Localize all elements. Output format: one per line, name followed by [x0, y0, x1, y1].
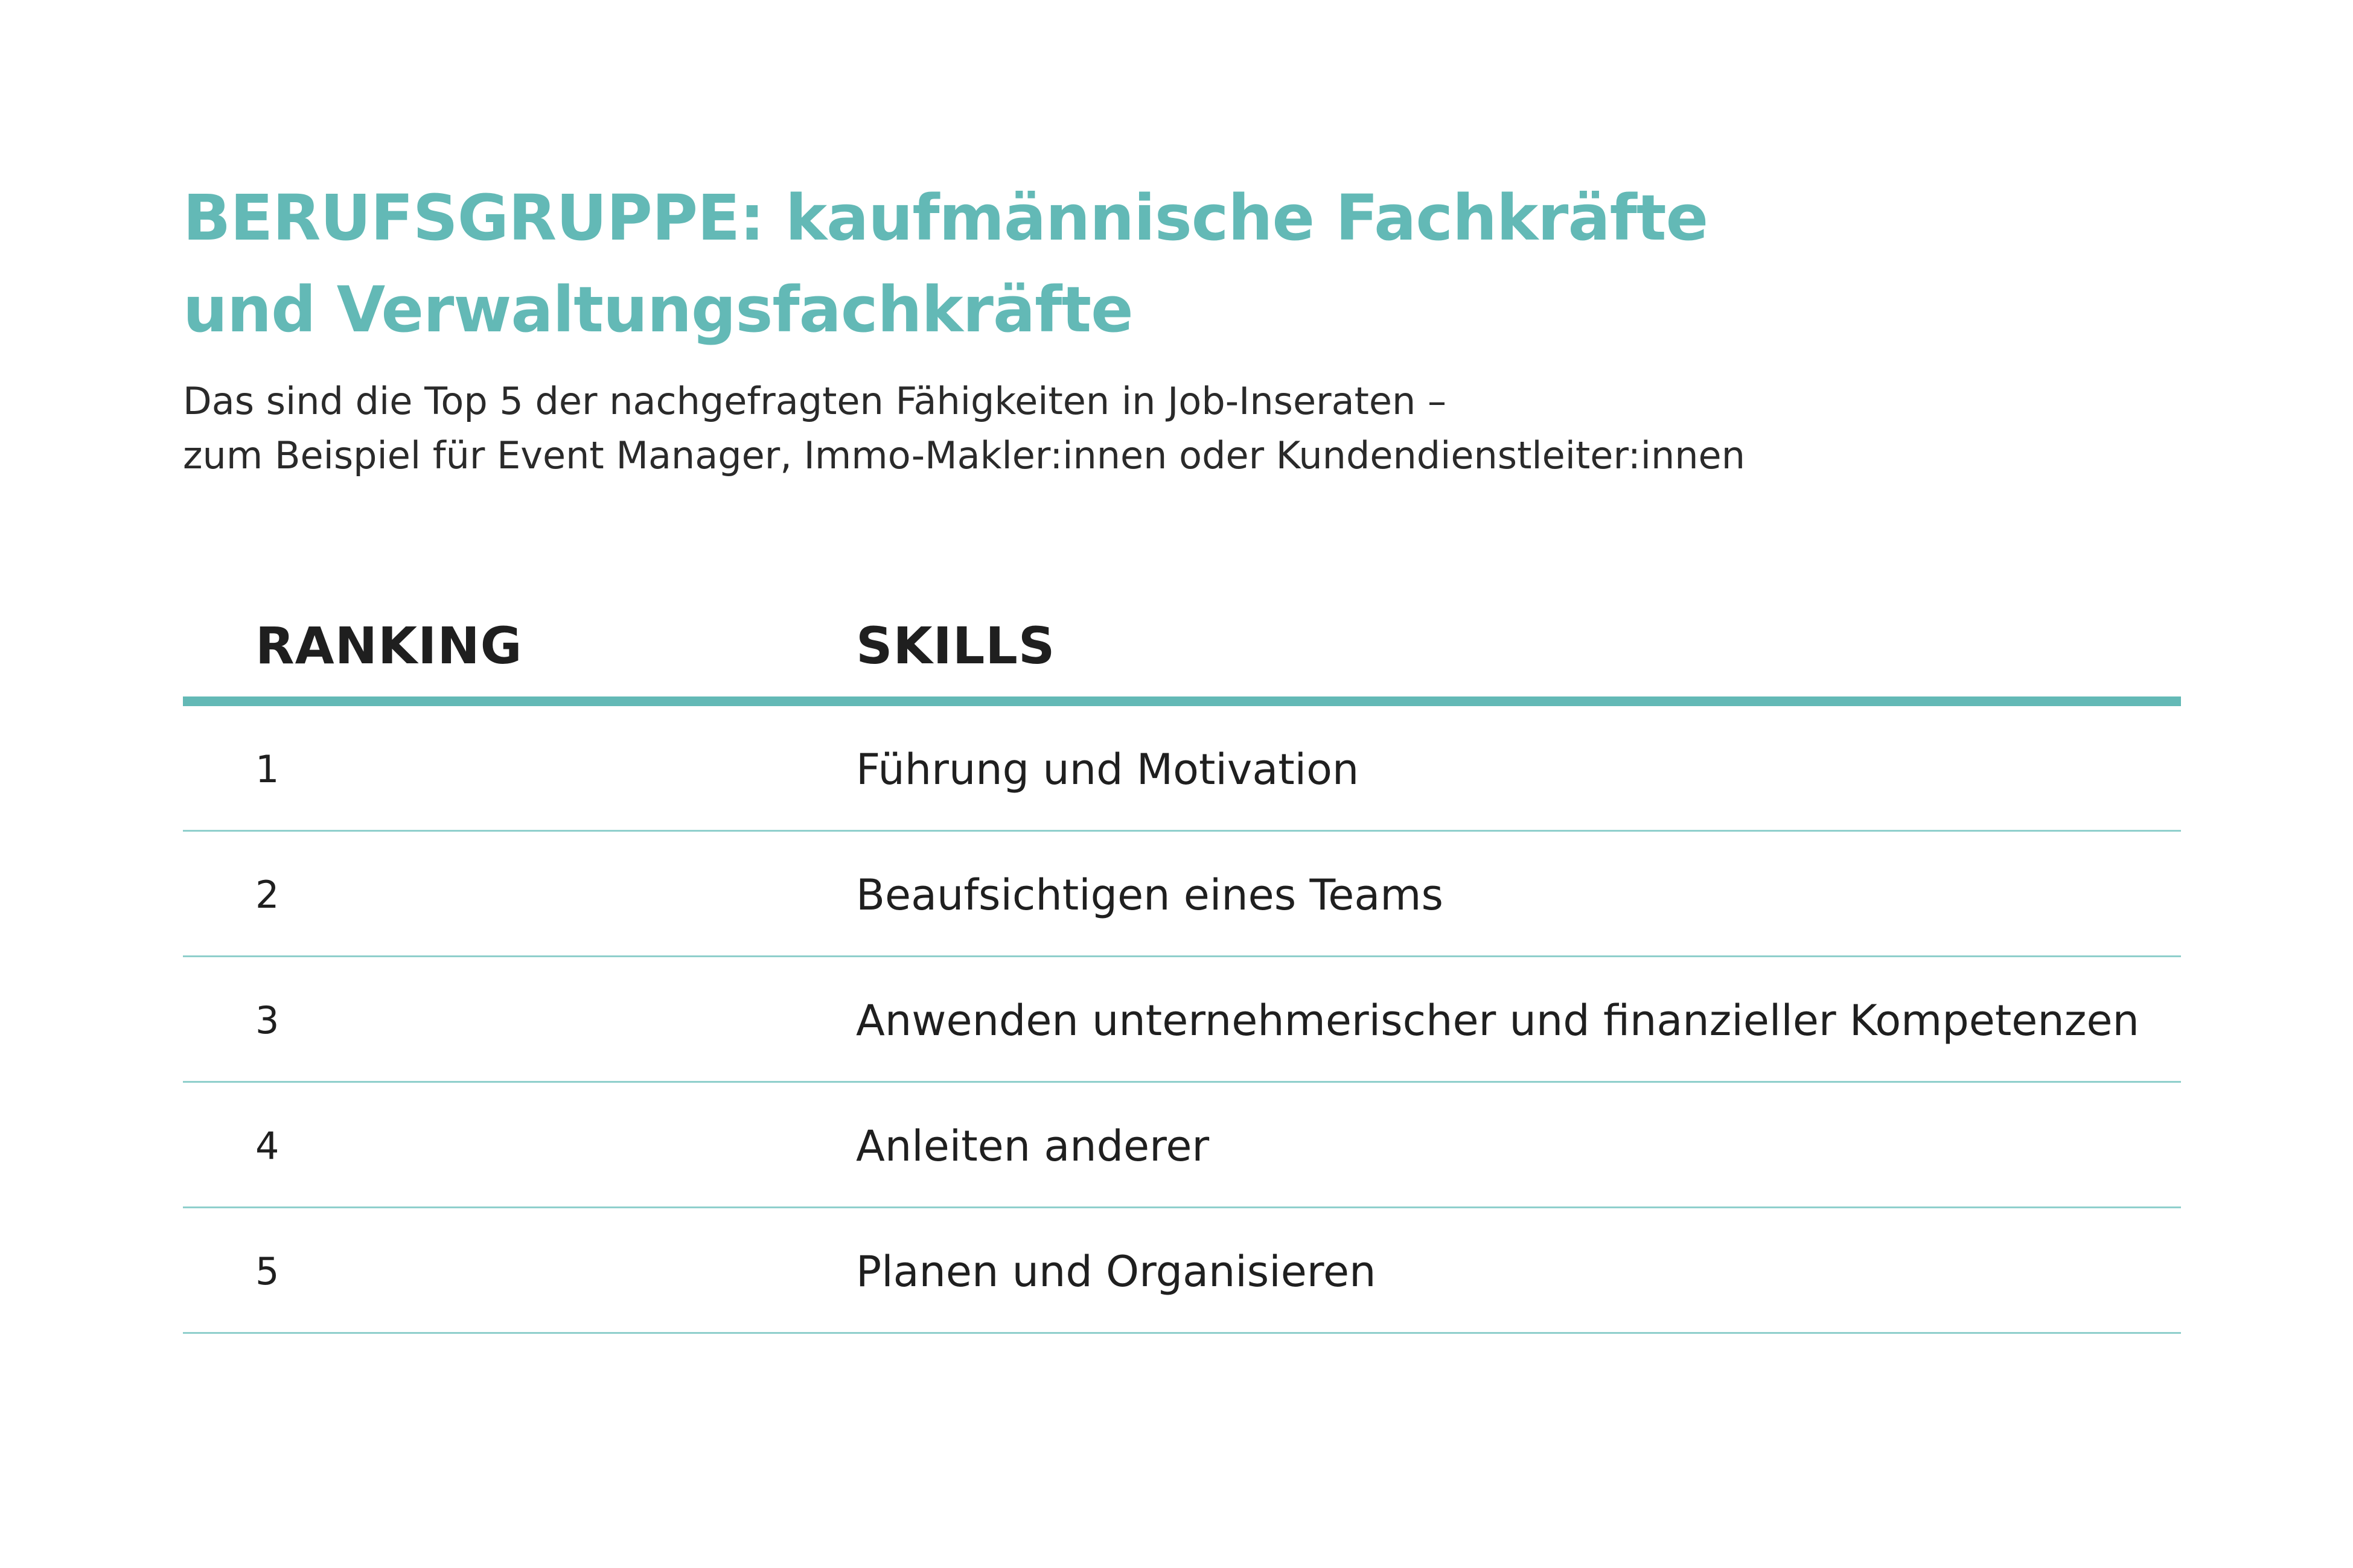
rank-cell: 2: [255, 873, 279, 917]
page-title: [183, 172, 1708, 355]
page-subtitle: [183, 374, 1745, 483]
table-row: [183, 957, 2181, 1083]
table-header: [183, 598, 2181, 706]
skill-cell: Führung und Motivation: [856, 745, 1359, 794]
ranking-column-header: RANKING: [255, 616, 523, 675]
table-row: [183, 1208, 2181, 1334]
skills-table: [183, 598, 2181, 1334]
table-row: [183, 1083, 2181, 1208]
rank-cell: 4: [255, 1124, 279, 1168]
page: [183, 0, 2181, 1568]
subtitle-line-1: Das sind die Top 5 der nachgefragten Fähigkeiten in Job-Inseraten –: [183, 379, 1447, 423]
skill-cell: Planen und Organisieren: [856, 1247, 1376, 1296]
rank-cell: 1: [255, 747, 279, 791]
skill-cell: Anwenden unternehmerischer und finanzieller Kompetenzen: [856, 996, 2139, 1045]
subtitle-line-2: zum Beispiel für Event Manager, Immo-Makler:innen oder Kundendienstleiter:innen: [183, 433, 1745, 477]
skill-cell: Anleiten anderer: [856, 1121, 1210, 1171]
table-row: [183, 832, 2181, 957]
title-line-1: BERUFSGRUPPE: kaufmännische Fachkräfte: [183, 181, 1708, 255]
rank-cell: 3: [255, 998, 279, 1042]
title-line-2: und Verwaltungsfachkräfte: [183, 273, 1133, 346]
table-row: [183, 706, 2181, 832]
skill-cell: Beaufsichtigen eines Teams: [856, 870, 1443, 920]
skills-column-header: SKILLS: [856, 616, 1056, 675]
rank-cell: 5: [255, 1249, 279, 1293]
